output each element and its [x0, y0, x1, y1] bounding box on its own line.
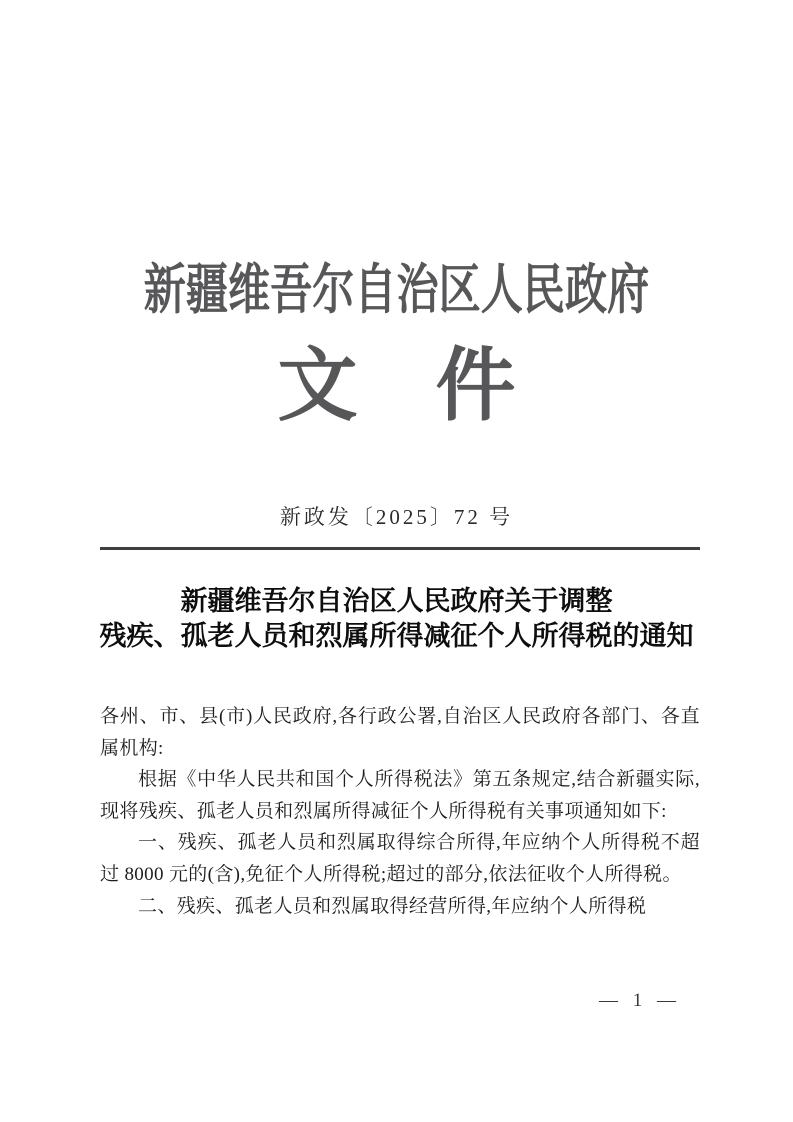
- body-paragraph: 根据《中华人民共和国个人所得税法》第五条规定,结合新疆实际,现将残疾、孤老人员和烈属所得减征个人所得税有关事项通知如下:: [100, 769, 700, 822]
- doc-body: [100, 701, 700, 922]
- doc-reference-number: 新政发〔2025〕72 号: [279, 505, 514, 529]
- issuing-org-name: 新疆维吾尔自治区人民政府: [143, 260, 650, 320]
- page-number: — 1 —: [599, 990, 681, 1011]
- body-paragraph: 一、残疾、孤老人员和烈属取得综合所得,年应纳个人所得税不超过 8000 元的(含),免征个人所得税;超过的部分,依法征收个人所得税。: [100, 832, 700, 885]
- body-paragraph: 二、残疾、孤老人员和烈属取得经营所得,年应纳个人所得税: [138, 895, 647, 917]
- doc-type-heading: 文件: [277, 343, 594, 431]
- doc-title-line1: 新疆维吾尔自治区人民政府关于调整: [180, 586, 613, 616]
- letterhead-divider: [100, 547, 700, 550]
- salutation-paragraph: 各州、市、县(市)人民政府,各行政公署,自治区人民政府各部门、各直属机构:: [100, 706, 700, 759]
- doc-title-line2: 残疾、孤老人员和烈属所得减征个人所得税的通知: [99, 621, 694, 651]
- doc-title: [0, 584, 793, 654]
